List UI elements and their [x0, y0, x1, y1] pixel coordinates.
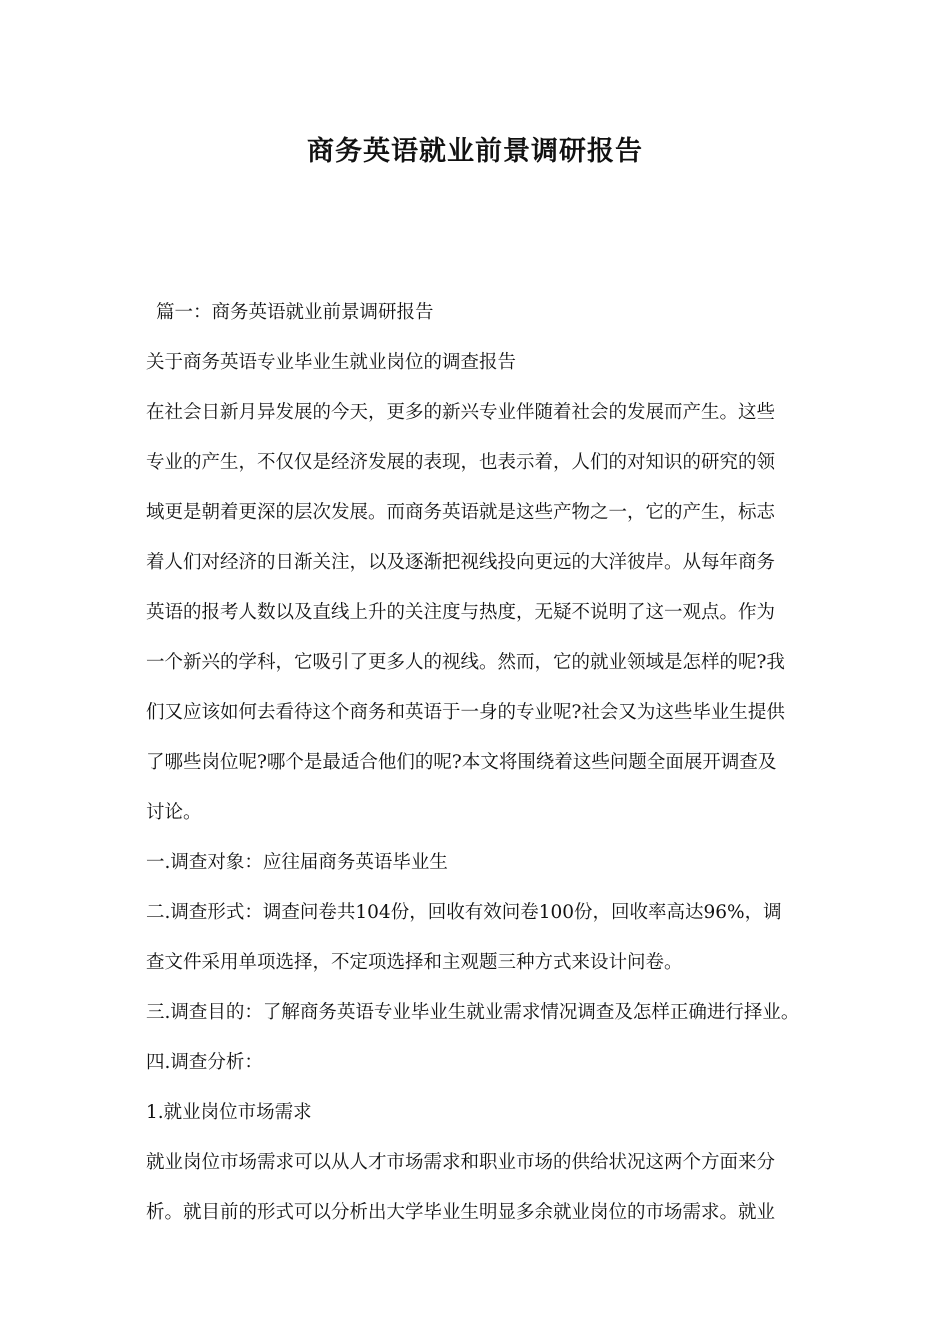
- section-heading: 篇一：商务英语就业前景调研报告: [156, 302, 434, 323]
- survey-format: 二.调查形式：调查问卷共104份，回收有效问卷100份，回收率高达96%，调: [146, 902, 782, 923]
- paragraph-line: 域更是朝着更深的层次发展。而商务英语就是这些产物之一，它的产生，标志: [146, 502, 776, 523]
- document-body: [146, 288, 814, 1238]
- paragraph-line: 们又应该如何去看待这个商务和英语于一身的专业呢?社会又为这些毕业生提供: [146, 702, 785, 723]
- survey-format-continued: 查文件采用单项选择，不定项选择和主观题三种方式来设计问卷。: [146, 952, 683, 973]
- paragraph-line: 就业岗位市场需求可以从人才市场需求和职业市场的供给状况这两个方面来分: [146, 1152, 776, 1173]
- paragraph-line: 析。就目前的形式可以分析出大学毕业生明显多余就业岗位的市场需求。就业: [146, 1202, 776, 1223]
- survey-analysis-heading: 四.调查分析：: [146, 1052, 263, 1073]
- paragraph-line: 英语的报考人数以及直线上升的关注度与热度，无疑不说明了这一观点。作为: [146, 602, 776, 623]
- paragraph-line: 了哪些岗位呢?哪个是最适合他们的呢?本文将围绕着这些问题全面展开调查及: [146, 752, 777, 773]
- paragraph-line: 讨论。: [146, 802, 202, 823]
- report-subtitle: 关于商务英语专业毕业生就业岗位的调查报告: [146, 352, 517, 373]
- subsection-heading: 1.就业岗位市场需求: [146, 1102, 312, 1123]
- document-title: 商务英语就业前景调研报告: [307, 136, 643, 167]
- survey-purpose: 三.调查目的：了解商务英语专业毕业生就业需求情况调查及怎样正确进行择业。: [146, 1002, 800, 1023]
- paragraph-line: 专业的产生，不仅仅是经济发展的表现，也表示着，人们的对知识的研究的领: [146, 452, 776, 473]
- paragraph-line: 一个新兴的学科，它吸引了更多人的视线。然而，它的就业领域是怎样的呢?我: [146, 652, 785, 673]
- paragraph-line: 在社会日新月异发展的今天，更多的新兴专业伴随着社会的发展而产生。这些: [146, 402, 776, 423]
- paragraph-line: 着人们对经济的日渐关注，以及逐渐把视线投向更远的大洋彼岸。从每年商务: [146, 552, 776, 573]
- survey-subject: 一.调查对象：应往届商务英语毕业生: [146, 852, 448, 873]
